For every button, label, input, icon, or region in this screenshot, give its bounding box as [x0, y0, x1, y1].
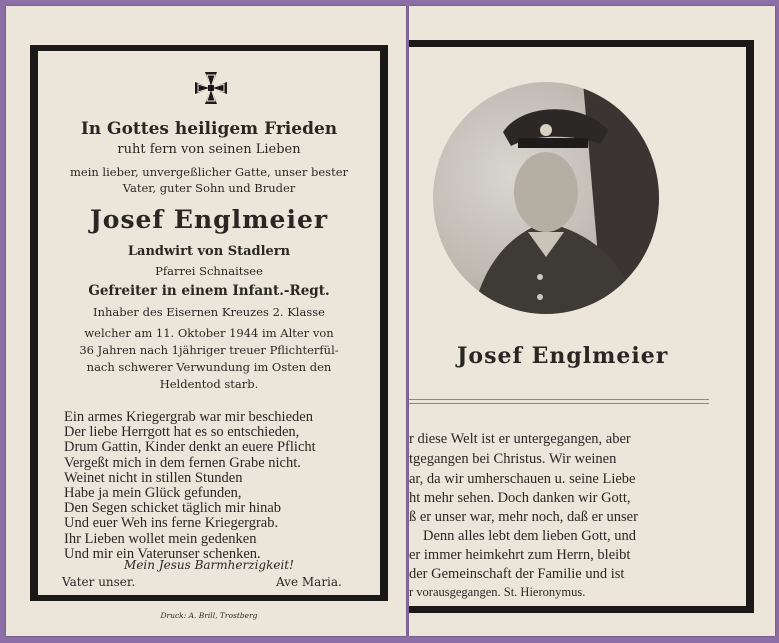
prayer-right: Ave Maria.: [276, 575, 342, 589]
right-memorial-card: [409, 6, 775, 636]
text-line: tgegangen bei Christus. Wir weinen: [409, 451, 617, 467]
text-line: ht mehr sehen. Doch danken wir Gott,: [409, 490, 631, 506]
mourning-border-right: [380, 45, 388, 599]
soldier-portrait-image: [433, 82, 659, 314]
death-line-4: Heldentod starb.: [159, 377, 259, 391]
text-line: Denn alles lebt dem lieben Gott, und: [423, 528, 637, 544]
divider-line: [409, 403, 709, 404]
poem-line: Drum Gattin, Kinder denkt an euere Pflicht: [64, 439, 316, 456]
poem-line: Der liebe Herrgott hat es so entschieden,: [64, 424, 300, 441]
parish-line: Pfarrei Schnaitsee: [155, 264, 263, 278]
death-line-2: 36 Jahren nach 1jähriger treuer Pflichterfül-: [79, 343, 339, 357]
poem-line: Ihr Lieben wollet mein gedenken: [64, 530, 257, 547]
prayer-left: Vater unser.: [62, 575, 136, 589]
text-line: r diese Welt ist er untergegangen, aber: [409, 431, 631, 447]
mourning-border-top: [32, 45, 388, 51]
mourning-border-left: [30, 45, 38, 599]
poem-line: Vergeßt mich in dem fernen Grabe nicht.: [64, 454, 301, 471]
mourning-border-bottom: [409, 606, 754, 613]
poem-line: Den Segen schicket täglich mir hinab: [64, 500, 282, 517]
mercy-line: Mein Jesus Barmherzigkeit!: [124, 558, 294, 572]
mourning-border-top: [409, 40, 754, 47]
death-line-3: nach schwerer Verwundung im Osten den: [86, 360, 332, 374]
text-line: ar, da wir umherschauen u. seine Liebe: [409, 471, 636, 487]
rests-line: ruht fern von seinen Lieben: [117, 142, 301, 157]
text-line: er immer heimkehrt zum Herrn, bleibt: [409, 547, 631, 563]
text-line: ß er unser war, mehr noch, daß er unser: [409, 509, 638, 525]
deceased-name: Josef Englmeier: [89, 205, 329, 234]
left-memorial-card: [6, 6, 406, 636]
memorial-poem: [64, 410, 364, 562]
soldier-portrait: [433, 82, 659, 314]
poem-line: Weinet nicht in stillen Stunden: [64, 469, 243, 486]
peace-heading: In Gottes heiligem Frieden: [80, 119, 338, 139]
iron-cross-icon: [193, 70, 229, 106]
mourning-border-right: [746, 40, 754, 612]
printer-line: Druck: A. Brill, Trostberg: [160, 611, 258, 620]
text-line: r vorausgegangen. St. Hieronymus.: [409, 585, 586, 599]
poem-line: Und euer Weh ins ferne Kriegergrab.: [64, 515, 279, 532]
poem-line: Und mir ein Vaterunser schenken.: [64, 545, 261, 562]
divider-line: [409, 399, 709, 400]
poem-line: Habe ja mein Glück gefunden,: [64, 485, 242, 502]
relation-line-1: mein lieber, unvergeßlicher Gatte, unser bester: [69, 165, 349, 179]
deceased-name-right: Josef Englmeier: [457, 343, 669, 369]
death-line-1: welcher am 11. Oktober 1944 im Alter von: [84, 326, 334, 340]
award-line: Inhaber des Eisernen Kreuzes 2. Klasse: [93, 305, 325, 319]
rank-line: Gefreiter in einem Infant.-Regt.: [88, 283, 330, 299]
occupation-line: Landwirt von Stadlern: [127, 244, 291, 259]
relation-line-2: Vater, guter Sohn und Bruder: [122, 181, 296, 195]
poem-line: Ein armes Kriegergrab war mir beschieden: [64, 409, 313, 425]
text-line: der Gemeinschaft der Familie und ist: [409, 566, 625, 582]
mourning-border-bottom: [30, 595, 388, 601]
